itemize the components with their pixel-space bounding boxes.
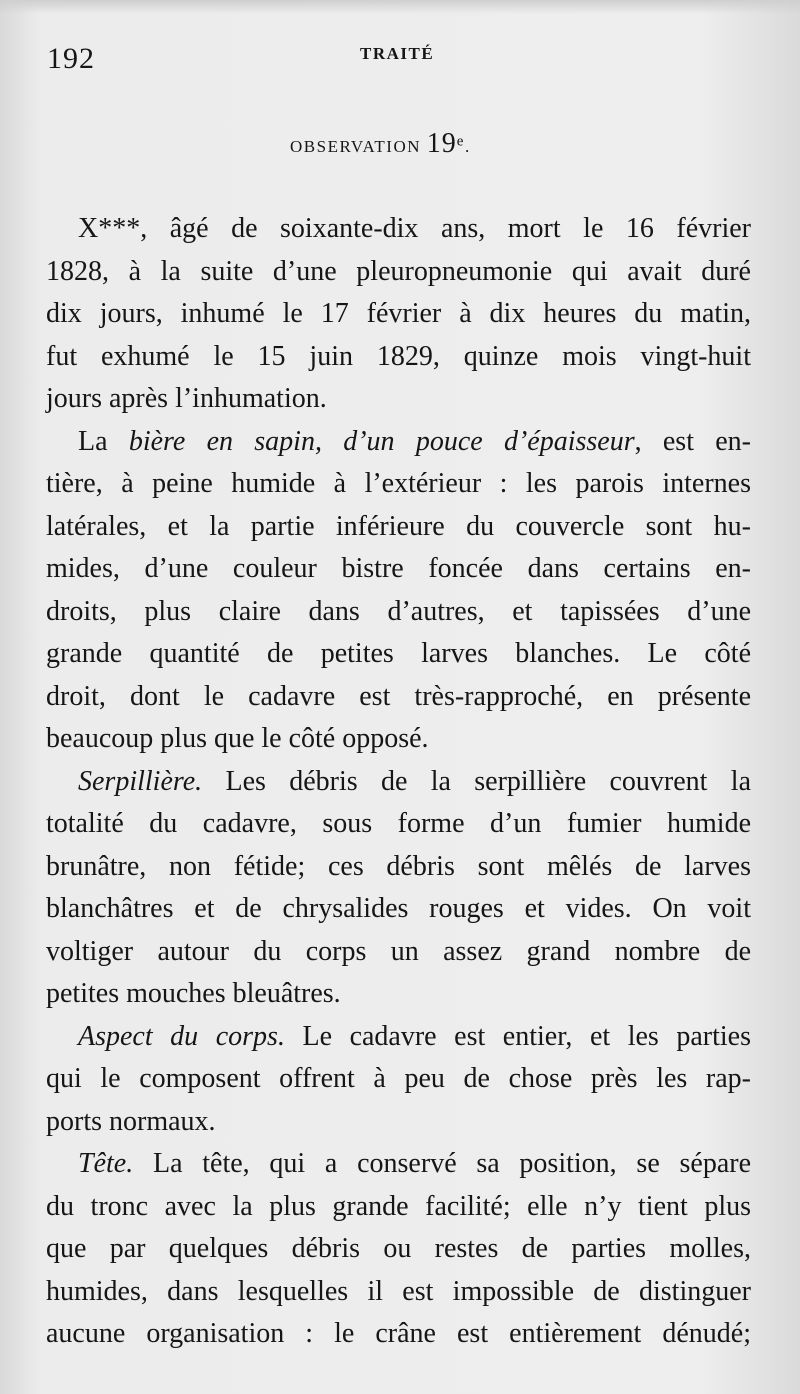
text-line: blanchâtres et de chrysalides rouges et vides. On voit: [46, 893, 751, 924]
lead-rest: Le cadavre est entier, et les parties: [284, 1020, 752, 1052]
observation-label: OBSERVATION: [290, 137, 422, 156]
lead-italic: Aspect du corps.: [78, 1020, 285, 1052]
body-text: [46, 208, 751, 1356]
text-line: qui le composent offrent à peu de chose près les rap-: [46, 1063, 751, 1094]
text-line: ports normaux.: [46, 1105, 216, 1137]
page-number: 192: [47, 42, 95, 75]
text-line: brunâtre, non fétide; ces débris sont mêlés de larves: [46, 850, 751, 882]
text-line: tière, à peine humide à l’extérieur : les parois internes: [46, 468, 751, 499]
text-line: X***, âgé de soixante-dix ans, mort le 16 février: [78, 213, 751, 244]
lead-italic: Tête.: [78, 1148, 134, 1179]
text-line: latérales, et la partie inférieure du couvercle sont hu-: [46, 510, 751, 542]
text-line: aucune organisation : le crâne est entièrement dénudé;: [46, 1318, 751, 1349]
text-line: petites mouches bleuâtres.: [46, 978, 341, 1009]
observation-heading: [290, 128, 471, 160]
text-line-lead: [46, 1016, 751, 1059]
paragraph-biere: [46, 421, 751, 761]
observation-suffix: e: [456, 133, 465, 150]
page-edge-shadow: [0, 0, 800, 14]
text-line: grande quantité de petites larves blanches. Le côté: [46, 638, 751, 669]
text-line: humides, dans lesquelles il est impossible de distinguer: [46, 1275, 751, 1307]
text-line: 1828, à la suite d’une pleuropneumonie qui avait duré: [46, 255, 751, 287]
text-line: beaucoup plus que le côté opposé.: [46, 723, 429, 754]
paragraph-tete: [46, 1143, 751, 1356]
text-line-lead: [46, 761, 751, 804]
text-line: totalité du cadavre, sous forme d’un fumier humide: [46, 808, 751, 839]
text-line: fut exhumé le 15 juin 1829, quinze mois vingt-huit: [46, 340, 751, 372]
text-line: que par quelques débris ou restes de parties molles,: [46, 1233, 751, 1264]
lead-italic: bière en sapin, d’un pouce d’épaisseur: [128, 425, 635, 457]
text-line-lead: [46, 421, 751, 464]
text-line: droits, plus claire dans d’autres, et tapissées d’une: [46, 595, 751, 627]
text-line: dix jours, inhumé le 17 février à dix heures du matin,: [46, 298, 751, 329]
lead-rest: , est en-: [634, 425, 751, 457]
observation-tail: .: [464, 137, 471, 156]
lead-plain: La: [78, 425, 129, 457]
lead-italic: Serpillière.: [78, 765, 203, 797]
lead-rest: La tête, qui a conservé sa position, se sépare: [133, 1148, 751, 1179]
text-line: droit, dont le cadavre est très-rapproché, en présente: [46, 680, 751, 712]
paragraph-serpilliere: [46, 761, 751, 1016]
text-line-lead: [46, 1143, 751, 1186]
paragraph-aspect: [46, 1016, 751, 1144]
text-line: mides, d’une couleur bistre foncée dans certains en-: [46, 553, 751, 584]
paragraph-1: [46, 208, 751, 421]
text-line: jours après l’inhumation.: [46, 383, 327, 414]
text-line: voltiger autour du corps un assez grand nombre de: [46, 935, 751, 967]
observation-number: 19: [426, 128, 457, 159]
lead-rest: Les débris de la serpillière couvrent la: [202, 765, 751, 797]
text-line: du tronc avec la plus grande facilité; elle n’y tient plus: [46, 1190, 751, 1222]
running-title: TRAITÉ: [360, 44, 435, 63]
